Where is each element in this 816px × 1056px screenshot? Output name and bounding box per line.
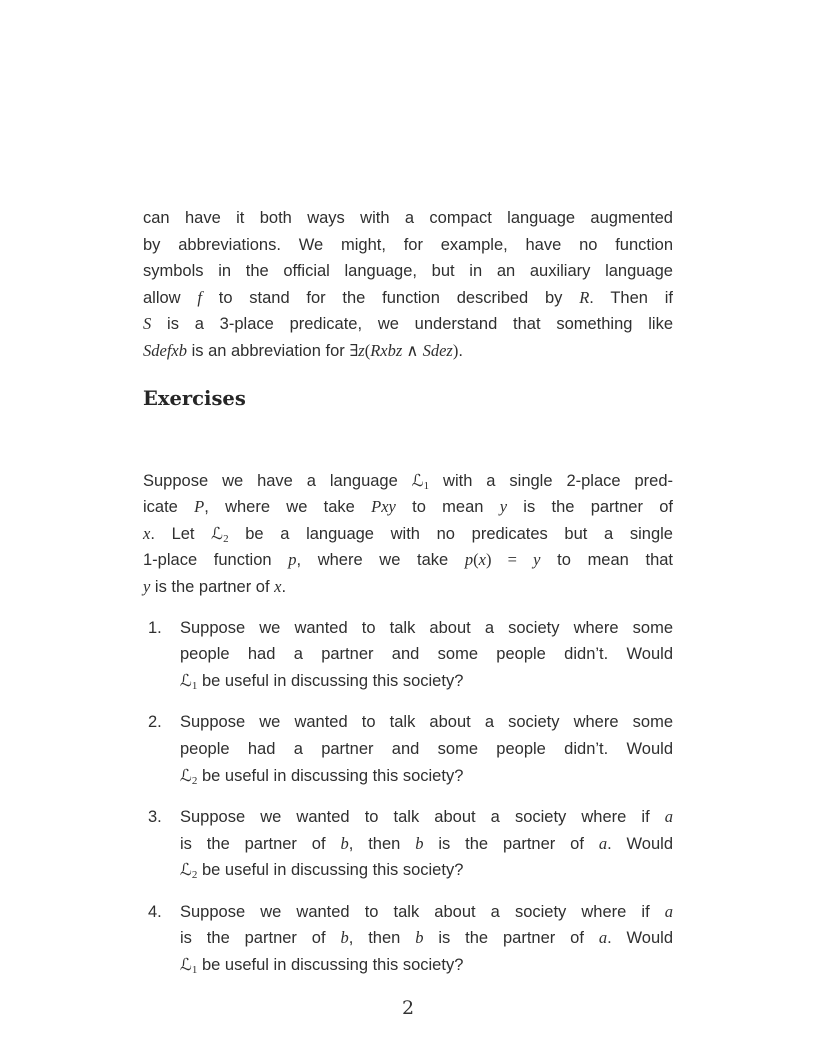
text-line: [180, 804, 673, 831]
text-line: [180, 641, 673, 668]
math-text: b: [340, 833, 349, 853]
exercise-item: [143, 709, 673, 789]
body-text: Suppose we wanted to talk about a society where some: [180, 618, 673, 637]
script-l-symbol: ℒ: [180, 955, 192, 975]
body-text: .: [458, 341, 463, 360]
intro-paragraph: [143, 205, 673, 365]
text-line: [143, 338, 673, 365]
exercise-item: [143, 804, 673, 884]
subscript: 1: [423, 479, 430, 492]
math-text: ∧: [402, 340, 423, 360]
exercises-heading: Exercises: [143, 386, 246, 410]
setup-paragraph: [143, 468, 673, 601]
text-line: [180, 709, 673, 736]
body-text: Suppose we wanted to talk about a society where if: [180, 902, 665, 921]
text-line: [180, 952, 673, 979]
math-text: Pxy: [371, 497, 396, 517]
exercise-list: [143, 615, 673, 979]
math-text: (: [364, 340, 371, 360]
body-text: allow: [143, 288, 198, 307]
body-text: Suppose we wanted to talk about a society where if: [180, 808, 665, 827]
script-l-symbol: ℒ: [411, 470, 424, 490]
text-line: [143, 311, 673, 338]
math-text: f: [197, 287, 202, 307]
exercise-text: [180, 804, 673, 884]
text-line: [180, 857, 673, 884]
body-text: symbols in the official language, but in an auxiliary language: [143, 262, 673, 281]
math-text: Sdefxb: [143, 340, 187, 360]
text-line: [180, 899, 673, 926]
body-text: . Would: [607, 834, 674, 853]
math-text: a: [598, 928, 608, 948]
math-text: p: [288, 550, 297, 570]
math-text: S: [143, 314, 152, 334]
script-l-symbol: ℒ: [180, 670, 192, 690]
exercise-number: 2.: [148, 713, 162, 732]
body-text: , then: [348, 834, 416, 853]
body-text: .: [281, 577, 287, 596]
body-text: is the partner of: [180, 834, 341, 853]
text-line: [143, 258, 673, 285]
math-text: y: [499, 497, 508, 517]
body-text: is the partner of: [423, 834, 599, 853]
script-l-symbol: ℒ: [180, 765, 192, 785]
body-text: 1-place function: [143, 551, 289, 570]
body-text: Suppose we have a language: [143, 471, 412, 490]
body-text: , where we take: [204, 498, 372, 517]
text-line: [180, 736, 673, 763]
text-line: [143, 232, 673, 259]
subscript: 2: [191, 869, 198, 882]
exercise-number: 4.: [148, 902, 162, 921]
math-text: b: [415, 928, 424, 948]
script-l-symbol: ℒ: [180, 860, 192, 880]
body-text: be useful in discussing this society?: [197, 766, 464, 785]
exercise-number: 1.: [148, 618, 162, 637]
body-text: is the partner of: [507, 498, 674, 517]
text-line: [143, 574, 673, 601]
body-text: with a single 2-place pred-: [429, 471, 673, 490]
exercise-text: [180, 709, 673, 789]
math-text: x: [143, 523, 151, 543]
body-text: people had a partner and some people didn’t. Would: [180, 645, 673, 664]
text-line: [180, 668, 673, 695]
text-line: [143, 521, 673, 548]
math-text: ∃: [349, 340, 359, 360]
text-line: [180, 925, 673, 952]
exercise-item: [143, 615, 673, 695]
math-text: ): [452, 340, 459, 360]
text-line: [143, 205, 673, 232]
body-text: is the partner of: [180, 929, 341, 948]
math-text: x: [274, 576, 282, 596]
script-l-symbol: ℒ: [211, 523, 224, 543]
body-text: . Then if: [589, 288, 673, 307]
body-text: be useful in discussing this society?: [197, 671, 464, 690]
text-line: [180, 615, 673, 642]
body-text: be a language with no predicates but a single: [228, 524, 673, 543]
subscript: 1: [191, 679, 198, 692]
text-line: [143, 285, 673, 312]
math-text: p: [464, 550, 474, 570]
math-text: y: [143, 576, 151, 596]
body-text: be useful in discussing this society?: [197, 956, 464, 975]
body-text: to mean: [395, 498, 500, 517]
text-line: [143, 468, 673, 495]
math-text: y: [533, 550, 541, 570]
subscript: 2: [223, 532, 229, 545]
body-text: by abbreviations. We might, for example, have no function: [143, 235, 673, 254]
math-text: a: [598, 833, 608, 853]
body-text: , where we take: [296, 551, 465, 570]
subscript: 2: [191, 774, 198, 787]
text-line: [143, 547, 673, 574]
body-text: can have it both ways with a compact language augmented: [143, 209, 673, 227]
body-text: . Would: [607, 929, 674, 948]
body-text: . Let: [150, 524, 212, 543]
math-text: P: [194, 497, 205, 517]
math-text: b: [340, 928, 349, 948]
body-text: is the partner of: [423, 929, 599, 948]
math-text: R: [579, 287, 590, 307]
math-text: ): [485, 550, 492, 570]
exercise-number: 3.: [148, 808, 162, 827]
math-text: (: [473, 550, 479, 570]
body-text: Suppose we wanted to talk about a society where some: [180, 713, 673, 732]
math-text: a: [664, 807, 673, 827]
body-text: be useful in discussing this society?: [197, 861, 464, 880]
exercise-text: [180, 899, 673, 979]
math-text: Rxbz: [370, 340, 403, 360]
page-number: 2: [401, 996, 415, 1019]
math-text: b: [415, 833, 424, 853]
body-text: , then: [348, 929, 416, 948]
body-text: is a 3-place predicate, we understand that something like: [151, 315, 673, 334]
exercise-item: [143, 899, 673, 979]
body-text: people had a partner and some people didn’t. Would: [180, 739, 673, 758]
body-text: is an abbreviation for: [186, 341, 350, 360]
subscript: 1: [191, 964, 198, 977]
text-line: [143, 494, 673, 521]
body-text: to mean that: [540, 551, 674, 570]
math-text: z: [358, 340, 365, 360]
exercise-text: [180, 615, 673, 695]
math-text: =: [491, 550, 534, 570]
body-text: icate: [143, 498, 195, 517]
body-text: to stand for the function described by: [201, 288, 580, 307]
text-line: [180, 763, 673, 790]
math-text: a: [664, 901, 673, 921]
body-text: is the partner of: [150, 577, 275, 596]
math-text: x: [478, 550, 486, 570]
math-text: Sdez: [422, 340, 453, 360]
text-column: [143, 205, 673, 1019]
text-line: [180, 831, 673, 858]
